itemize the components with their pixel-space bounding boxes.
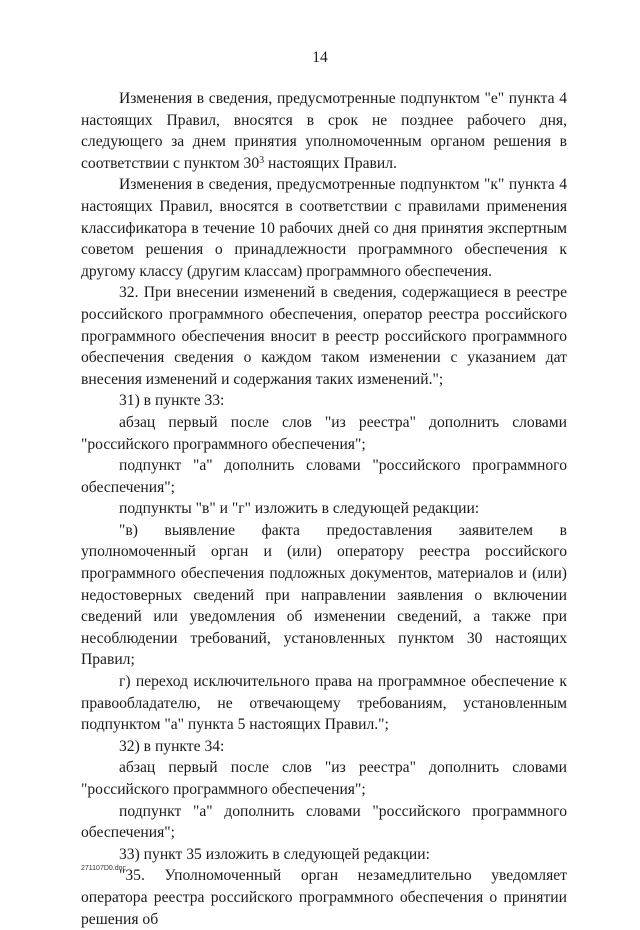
paragraph: 32. При внесении изменений в сведения, содержащиеся в реестре российского программного обеспечения, оператор реестра российского программного обеспечения вносит в реестр российского программного обеспечения сведения о каждом таком изменении с указанием дат внесения изменений и содержания таких изменений.";	[81, 284, 567, 388]
paragraph: подпункт "а" дополнить словами "российского программного обеспечения";	[81, 457, 567, 496]
document-body	[81, 88, 567, 930]
footer-file-code: 271107D0.doc	[81, 865, 127, 872]
paragraph-text: Изменения в сведения, предусмотренные подпунктом "е" пункта 4 настоящих Правил, вносятся в срок не позднее рабочего дня, следующего за днем принятия уполномоченным органом решения в соответствии с пунктом 30	[81, 90, 567, 172]
paragraph: 31) в пункте 33:	[119, 392, 225, 410]
paragraph: Изменения в сведения, предусмотренные подпунктом "к" пункта 4 настоящих Правил, вносятся в соответствии с правилами применения классификатора в течение 10 рабочих дней со дня принятия экспертным советом решения о принадлежности программного обеспечения к другому классу (другим классам) программного обеспечения.	[81, 176, 567, 280]
paragraph: "в) выявление факта предоставления заявителем в уполномоченный орган и (или) оператору реестра российского программного обеспечения подложных документов, материалов и (или) недостоверных сведений при направлении заявления о включении сведений или уведомления об изменении сведений, а также при несоблюдении требований, установленных пунктом 30 настоящих Правил;	[81, 521, 567, 669]
paragraph: "35. Уполномоченный орган незамедлительно уведомляет оператора реестра российского программного обеспечения о принятии решения об	[81, 867, 567, 928]
paragraph-tail: настоящих Правил.	[264, 154, 397, 172]
page-number: 14	[312, 49, 328, 66]
paragraph	[81, 88, 567, 174]
paragraph: абзац первый после слов "из реестра" дополнить словами "российского программного обеспечения";	[81, 413, 567, 453]
paragraph: 33) пункт 35 изложить в следующей редакции:	[119, 845, 430, 863]
paragraph: подпункт "а" дополнить словами "российского программного обеспечения";	[81, 802, 567, 842]
paragraph: подпункты "в" и "г" изложить в следующей редакции:	[119, 500, 480, 518]
superscript: 3	[259, 154, 265, 166]
paragraph: абзац первый после слов "из реестра" дополнить словами "российского программного обеспечения";	[81, 759, 567, 798]
paragraph: 32) в пункте 34:	[119, 737, 225, 755]
paragraph: г) переход исключительного права на программное обеспечение к правообладателю, не отвечающему требованиям, установленным подпунктом "а" пункта 5 настоящих Правил.";	[81, 673, 567, 734]
